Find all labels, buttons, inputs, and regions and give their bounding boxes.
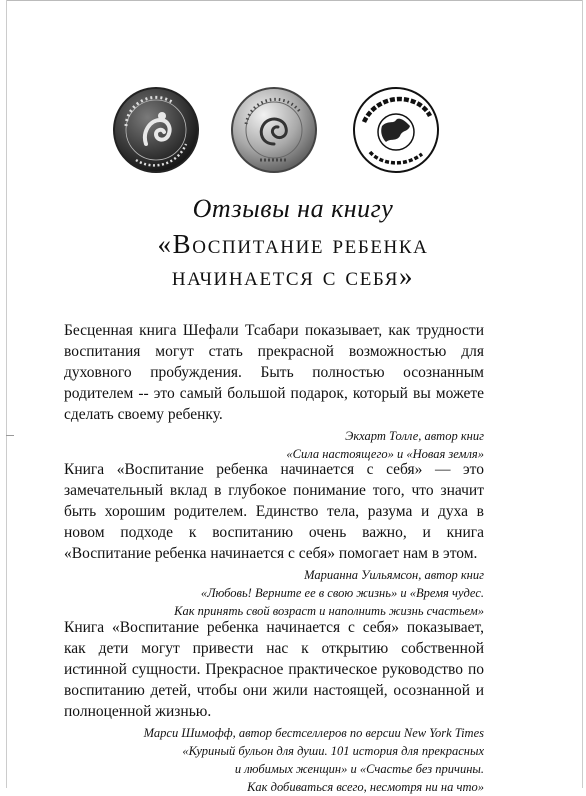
testimonial-shimoff [64,617,484,796]
book-title-line-2: начинается с себя» [171,261,415,291]
testimonial-attribution [64,566,484,620]
testimonial-attribution [64,724,484,796]
book-title [0,228,586,292]
testimonial-williamson [64,459,484,620]
attribution-line: Марси Шимофф, автор бестселлеров по версии New York Times [143,726,484,740]
page-border-left [6,0,7,788]
moms-choice-awards-seal-icon [112,86,200,174]
attribution-line: и любимых женщин» и «Счастье без причины. [234,762,484,776]
testimonial-text: Книга «Воспитание ребенка начинается с себя» показывает, как дети могут привести нас к открытию собственной истинной сущности. Прекрасное практическое руководство по воспитанию детей, чтобы они жили настоящей, осознанной и полноценной жизнью. [64,619,484,720]
book-title-line-1: «Воспитание ребенка [157,229,429,259]
testimonial-tolle [64,320,484,463]
award-seals [112,86,452,176]
attribution-line: «Куриный бульон для души. 101 история для прекрасных [182,744,484,758]
attribution-line: Как принять свой возраст и наполнить жизнь счастьем» [174,604,484,618]
attribution-line: Марианна Уильямсон, автор книг [304,568,484,582]
testimonial-text: Бесценная книга Шефали Тсабари показывает, как трудности воспитания могут стать прекрасной возможностью для духовного пробуждения. Быть полностью осознанным родителем -- это самый большой подарок, который вы можете сделать своему ребенку. [64,322,484,423]
margin-mark [6,435,14,436]
attribution-line: «Любовь! Верните ее в свою жизнь» и «Время чудес. [200,586,484,600]
page-subtitle: Отзывы на книгу [192,194,394,223]
page-border-right [582,0,583,788]
nautilus-book-awards-seal-icon [230,86,318,174]
skipping-stones-honor-award-seal-icon [352,86,440,174]
attribution-line: Экхарт Толле, автор книг [345,429,484,443]
page-border-top [6,0,582,1]
attribution-line: «Сила настоящего» и «Новая земля» [286,447,484,461]
attribution-line: Как добиваться всего, несмотря ни на что» [247,780,484,794]
testimonial-text: Книга «Воспитание ребенка начинается с себя» — это замечательный вклад в глубокое понимание того, что значит быть хорошим родителем. Единство тела, разума и духа в новом подходе к воспитанию очень важно, и книга «Воспитание ребенка начинается с себя» помогает нам в этом. [64,461,484,562]
testimonial-attribution [64,427,484,463]
